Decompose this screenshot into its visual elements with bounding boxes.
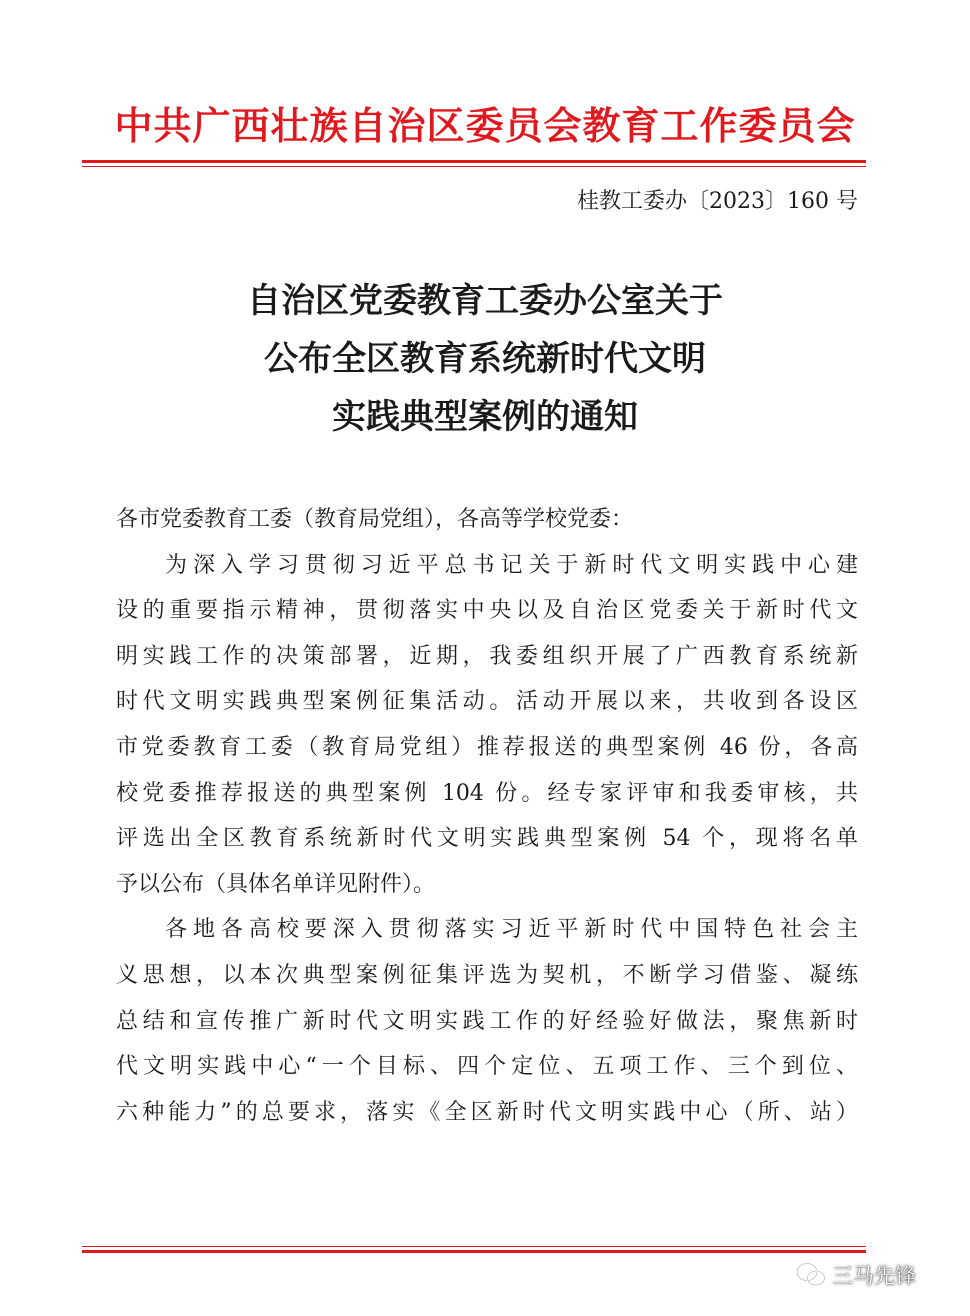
paragraph-1-line: 市党委教育工委（教育局党组）推荐报送的典型案例 46 份，各高 (116, 734, 858, 760)
header-red-rule-thick (82, 160, 866, 163)
paragraph-1-line: 明实践工作的决策部署，近期，我委组织开展了广西教育系统新 (116, 643, 858, 669)
document-title-line: 公布全区教育系统新时代文明 (264, 339, 706, 379)
paragraph-1-line: 时代文明实践典型案例征集活动。活动开展以来，共收到各设区 (116, 689, 858, 715)
paragraph-2-line: 代文明实践中心“一个目标、四个定位、五项工作、三个到位、 (116, 1054, 858, 1080)
paragraph-1-line: 评选出全区教育系统新时代文明实践典型案例 54 个，现将名单 (116, 826, 858, 852)
document-title-line: 实践典型案例的通知 (332, 397, 638, 437)
watermark-account-name: 三马先锋 (832, 1264, 916, 1288)
account-watermark (796, 1257, 916, 1293)
paragraph-2-line: 各地各高校要深入贯彻落实习近平新时代中国特色社会主 (165, 917, 858, 943)
wechat-icon (796, 1262, 826, 1288)
paragraph-2-line: 义思想，以本次典型案例征集评选为契机，不断学习借鉴、凝练 (116, 962, 858, 988)
document-body (116, 497, 858, 1135)
paragraph-1-line: 设的重要指示精神，贯彻落实中央以及自治区党委关于新时代文 (116, 598, 858, 624)
header-red-rule-thin (82, 166, 866, 167)
paragraph-1-line: 为深入学习贯彻习近平总书记关于新时代文明实践中心建 (165, 552, 858, 578)
document-title-line: 自治区党委教育工委办公室关于 (247, 281, 723, 321)
document-number: 桂教工委办〔2023〕160 号 (577, 189, 858, 214)
paragraph-2-line: 总结和宣传推广新时代文明实践工作的好经验好做法，聚焦新时 (116, 1008, 858, 1034)
document-title (0, 272, 970, 446)
issuing-organization-header: 中共广西壮族自治区委员会教育工作委员会 (114, 103, 856, 148)
salutation: 各市党委教育工委（教育局党组），各高等学校党委： (116, 507, 634, 532)
paragraph-1-line: 校党委推荐报送的典型案例 104 份。经专家评审和我委审核，共 (116, 780, 858, 806)
footer-red-rule-thick (82, 1250, 866, 1253)
footer-red-rule-thin (82, 1246, 866, 1247)
paragraph-2-line: 六种能力”的总要求，落实《全区新时代文明实践中心（所、站） (116, 1099, 858, 1125)
paragraph-1-line: 予以公布（具体名单详见附件）。 (116, 871, 436, 897)
